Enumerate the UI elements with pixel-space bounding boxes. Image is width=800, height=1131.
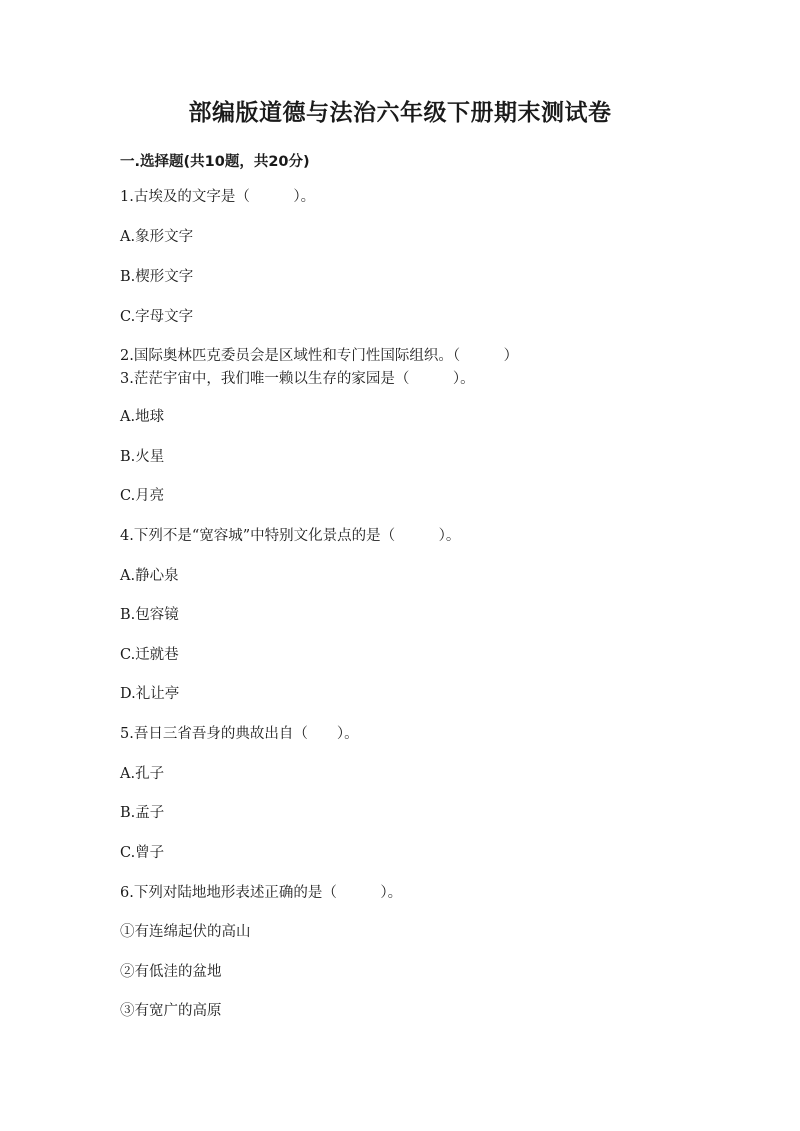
question-6-option-1: ①有连绵起伏的高山 xyxy=(120,924,251,940)
question-3-option-a: A.地球 xyxy=(120,409,165,425)
question-1-option-c: C.字母文字 xyxy=(120,309,194,325)
question-3-option-c: C.月亮 xyxy=(120,488,165,504)
question-1-option-b: B.楔形文字 xyxy=(120,269,194,285)
question-5-option-c: C.曾子 xyxy=(120,845,165,861)
question-6-stem: 6.下列对陆地地形表述正确的是（ ）。 xyxy=(120,885,403,901)
question-4-option-a: A.静心泉 xyxy=(120,568,179,584)
question-4-option-c: C.迁就巷 xyxy=(120,647,179,663)
question-1-option-a: A.象形文字 xyxy=(120,229,194,245)
question-3-option-b: B.火星 xyxy=(120,449,165,465)
section-heading: 一.选择题(共10题，共20分) xyxy=(120,154,310,170)
question-4-option-d: D.礼让亭 xyxy=(120,686,180,702)
question-5-option-b: B.孟子 xyxy=(120,805,165,821)
question-2-stem: 2.国际奥林匹克委员会是区域性和专门性国际组织。（ ） xyxy=(120,348,519,364)
question-5-option-a: A.孔子 xyxy=(120,766,165,782)
question-3-stem: 3.茫茫宇宙中，我们唯一赖以生存的家园是（ ）。 xyxy=(120,371,475,387)
question-6-option-3: ③有宽广的高原 xyxy=(120,1003,222,1019)
question-4-option-b: B.包容镜 xyxy=(120,607,179,623)
question-5-stem: 5.吾日三省吾身的典故出自（ ）。 xyxy=(120,726,359,742)
question-4-stem: 4.下列不是“宽容城”中特别文化景点的是（ ）。 xyxy=(120,528,461,544)
question-6-option-2: ②有低洼的盆地 xyxy=(120,964,222,980)
page-title: 部编版道德与法治六年级下册期末测试卷 xyxy=(188,100,612,126)
question-1-stem: 1.古埃及的文字是（ ）。 xyxy=(120,189,316,205)
